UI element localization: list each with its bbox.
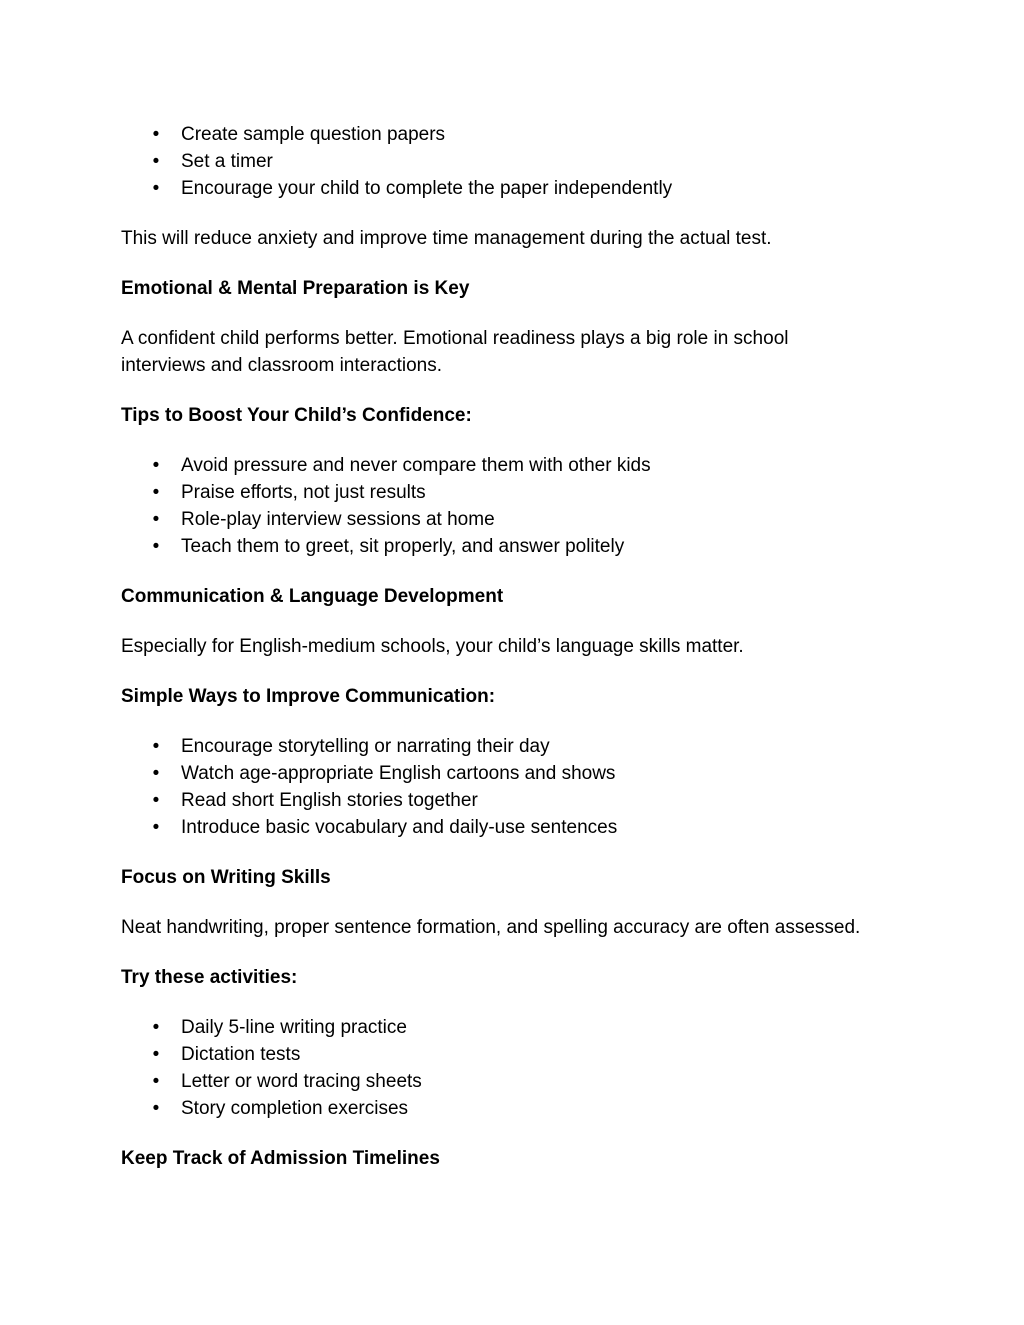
bullet-icon: • — [152, 124, 160, 145]
confidence-tips-list — [121, 452, 921, 560]
list-item: • Create sample question papers — [121, 121, 921, 148]
list-item: • Story completion exercises — [121, 1095, 921, 1122]
section-heading: Communication & Language Development — [121, 586, 504, 607]
document-page — [121, 121, 921, 1172]
list-item: • Praise efforts, not just results — [121, 479, 921, 506]
paragraph: A confident child performs better. Emotional readiness plays a big role in school interviews and classroom interactions. — [121, 328, 789, 376]
paragraph: Neat handwriting, proper sentence formation, and spelling accuracy are often assessed. — [121, 917, 861, 938]
section-heading: Focus on Writing Skills — [121, 867, 331, 888]
bullet-icon: • — [152, 1071, 160, 1092]
list-item: • Teach them to greet, sit properly, and answer politely — [121, 533, 921, 560]
writing-activities-list — [121, 1014, 921, 1122]
bullet-icon: • — [152, 736, 160, 757]
bullet-icon: • — [152, 1044, 160, 1065]
list-item: • Read short English stories together — [121, 787, 921, 814]
list-item: • Letter or word tracing sheets — [121, 1068, 921, 1095]
bullet-icon: • — [152, 482, 160, 503]
list-item: • Encourage storytelling or narrating their day — [121, 733, 921, 760]
section-heading: Keep Track of Admission Timelines — [121, 1148, 440, 1169]
list-item: • Avoid pressure and never compare them with other kids — [121, 452, 921, 479]
bullet-icon: • — [152, 817, 160, 838]
section-heading: Tips to Boost Your Child’s Confidence: — [121, 405, 472, 426]
paragraph: Especially for English-medium schools, your child’s language skills matter. — [121, 636, 744, 657]
section-heading: Try these activities: — [121, 967, 298, 988]
bullet-icon: • — [152, 1017, 160, 1038]
section-heading: Emotional & Mental Preparation is Key — [121, 278, 470, 299]
list-item: • Encourage your child to complete the paper independently — [121, 175, 921, 202]
bullet-icon: • — [152, 1098, 160, 1119]
list-item: • Dictation tests — [121, 1041, 921, 1068]
bullet-icon: • — [152, 151, 160, 172]
practice-list — [121, 121, 921, 202]
communication-list — [121, 733, 921, 841]
bullet-icon: • — [152, 763, 160, 784]
bullet-icon: • — [152, 455, 160, 476]
bullet-icon: • — [152, 790, 160, 811]
bullet-icon: • — [152, 509, 160, 530]
bullet-icon: • — [152, 536, 160, 557]
bullet-icon: • — [152, 178, 160, 199]
list-item: • Watch age-appropriate English cartoons and shows — [121, 760, 921, 787]
list-item: • Introduce basic vocabulary and daily-use sentences — [121, 814, 921, 841]
list-item: • Role-play interview sessions at home — [121, 506, 921, 533]
section-heading: Simple Ways to Improve Communication: — [121, 686, 496, 707]
list-item: • Daily 5-line writing practice — [121, 1014, 921, 1041]
paragraph: This will reduce anxiety and improve time management during the actual test. — [121, 228, 772, 249]
list-item: • Set a timer — [121, 148, 921, 175]
